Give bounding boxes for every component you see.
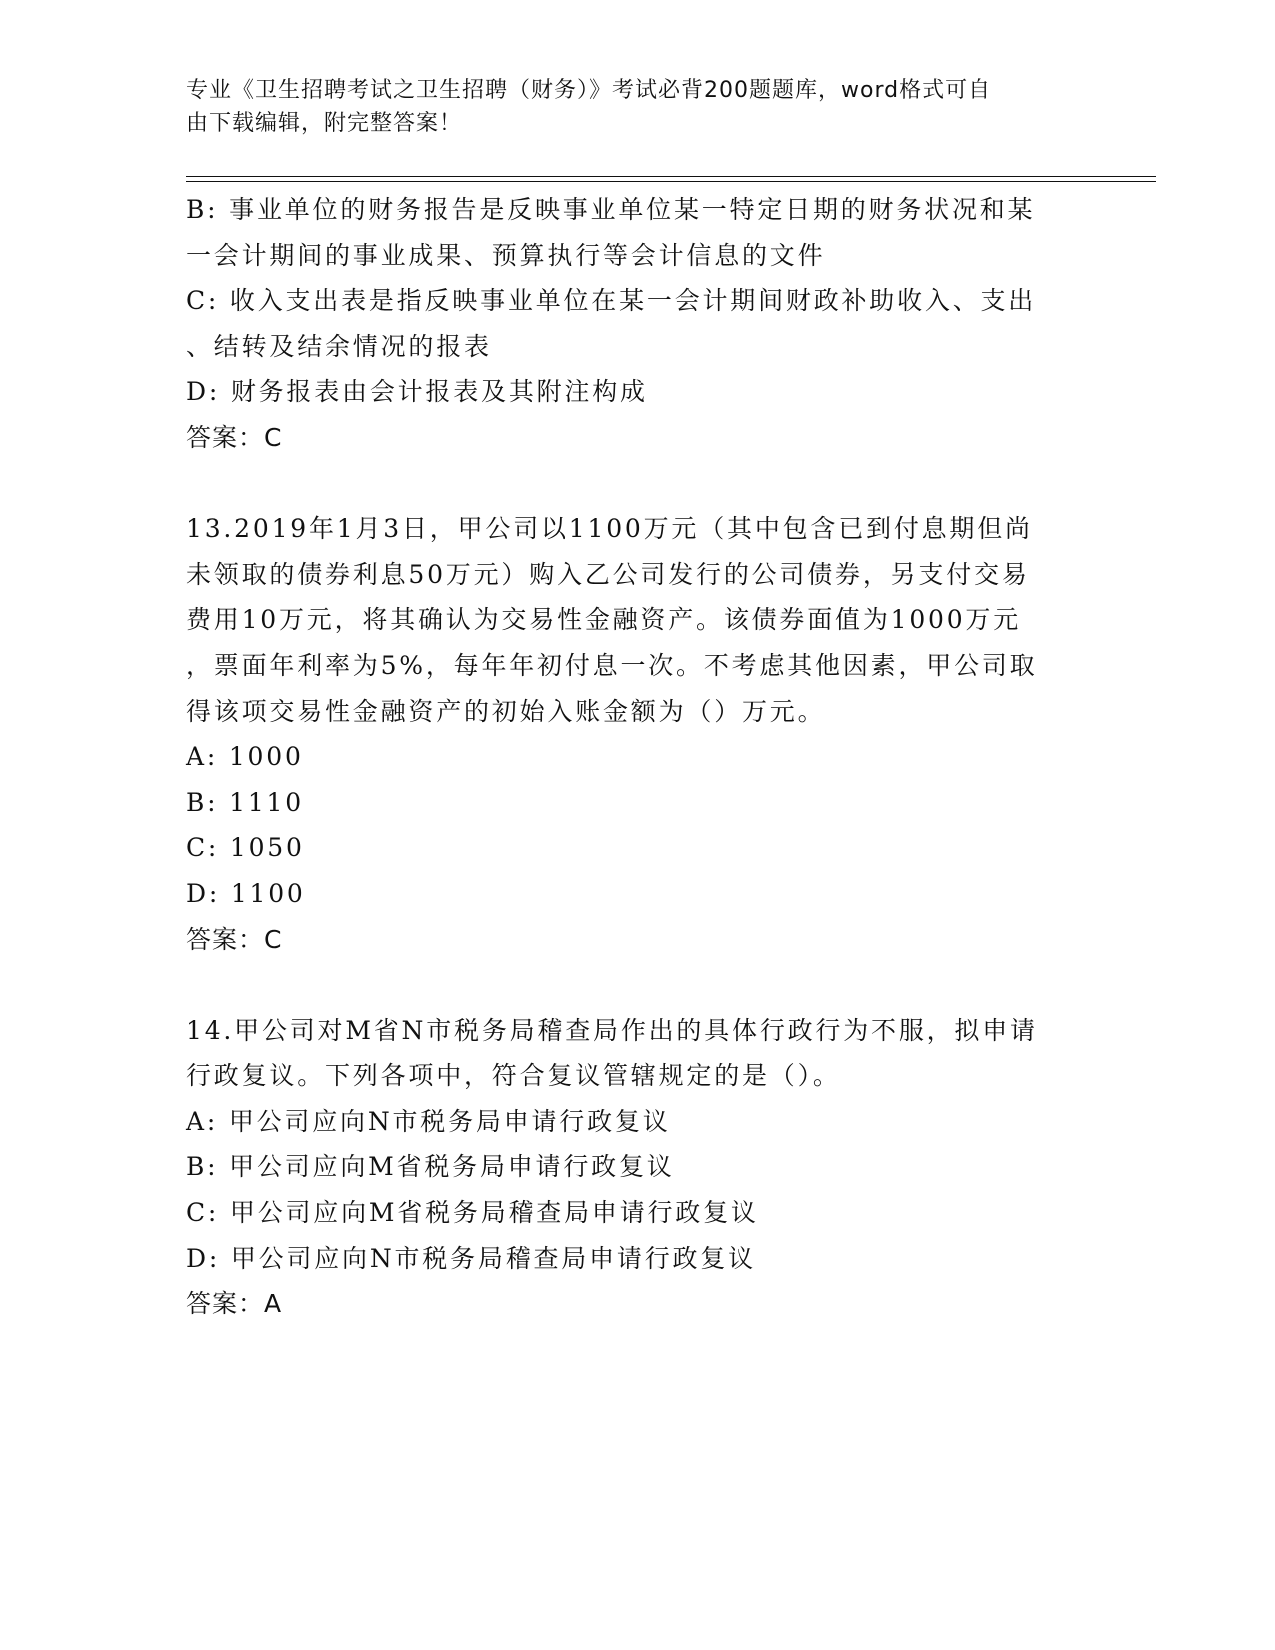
- answer-label: 答案：C: [186, 422, 283, 452]
- spacer: [186, 962, 1086, 1008]
- header-rule-top: [186, 176, 1156, 177]
- option-b-line-1: B: 事业单位的财务报告是反映事业单位某一特定日期的财务状况和某: [186, 195, 1036, 224]
- option-a: A: 1000: [186, 742, 304, 772]
- question-stem-line-3: 费用10万元，将其确认为交易性金融资产。该债券面值为1000万元: [186, 605, 1022, 635]
- question-stem-line-4: ，票面年利率为5%，每年年初付息一次。不考虑其他因素，甲公司取: [186, 650, 1038, 680]
- question-stem-line-2: 行政复议。下列各项中，符合复议管辖规定的是（）。: [186, 1061, 841, 1091]
- header-rule-bottom: [186, 181, 1156, 182]
- question-12-tail: [186, 187, 1086, 461]
- question-stem-line-1: 14.甲公司对M省N市税务局稽查局作出的具体行政行为不服，拟申请: [186, 1015, 1038, 1045]
- option-d: D: 财务报表由会计报表及其附注构成: [186, 377, 648, 407]
- option-b-line-2: 一会计期间的事业成果、预算执行等会计信息的文件: [186, 240, 826, 270]
- option-c: C: 1050: [186, 833, 305, 863]
- question-stem-line-2: 未领取的债券利息50万元）购入乙公司发行的公司债券，另支付交易: [186, 559, 1030, 589]
- header-line-2: 由下载编辑，附完整答案！: [186, 111, 463, 136]
- option-b: B: 甲公司应向M省税务局申请行政复议: [186, 1152, 675, 1182]
- option-c-line-2: 、结转及结余情况的报表: [186, 331, 492, 361]
- option-c-line-1: C: 收入支出表是指反映事业单位在某一会计期间财政补助收入、支出: [186, 286, 1037, 316]
- question-13: [186, 506, 1086, 962]
- document-body: [186, 187, 1086, 1327]
- option-a: A: 甲公司应向N市税务局申请行政复议: [186, 1106, 671, 1136]
- answer-label: 答案：A: [186, 1289, 283, 1319]
- spacer: [186, 461, 1086, 507]
- header-line-1: 专业《卫生招聘考试之卫生招聘（财务）》考试必背200题题库，word格式可自: [186, 78, 992, 103]
- option-d: D: 甲公司应向N市税务局稽查局申请行政复议: [186, 1243, 756, 1273]
- document-header: [186, 74, 1066, 140]
- question-14: [186, 1008, 1086, 1327]
- option-d: D: 1100: [186, 878, 306, 908]
- answer-label: 答案：C: [186, 924, 283, 954]
- option-c: C: 甲公司应向M省税务局稽查局申请行政复议: [186, 1198, 759, 1228]
- option-b: B: 1110: [186, 787, 304, 817]
- question-stem-line-5: 得该项交易性金融资产的初始入账金额为（）万元。: [186, 696, 826, 726]
- question-stem-line-1: 13.2019年1月3日，甲公司以1100万元（其中包含已到付息期但尚: [186, 514, 1033, 544]
